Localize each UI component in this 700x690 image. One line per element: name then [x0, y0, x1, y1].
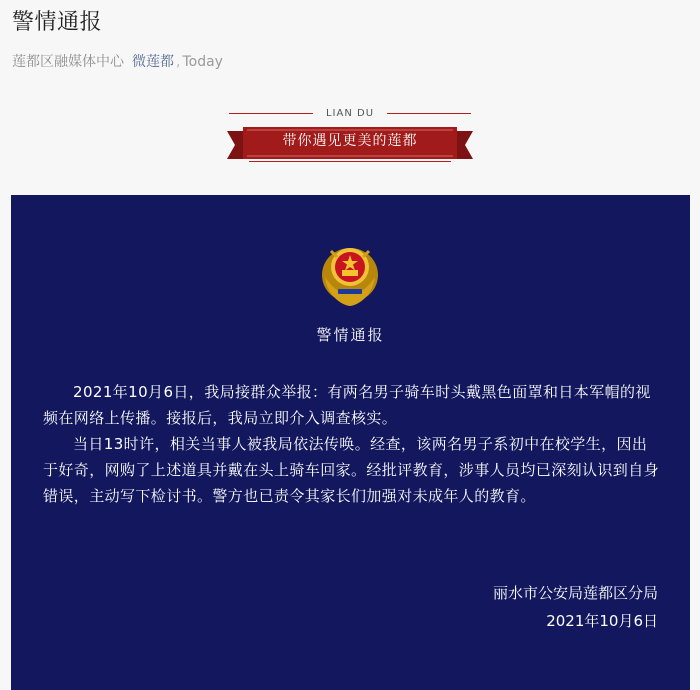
notice-signature — [493, 579, 658, 635]
notice-paragraph-2: 当日13时许，相关当事人被我局依法传唤。经查，该两名男子系初中在校学生，因出于好奇，网购了上述道具并戴在头上骑车回家。经批评教育，涉事人员均已深刻认识到自身错误，主动写下检讨书。警方也已责令其家长们加强对未成年人的教育。 — [43, 435, 660, 505]
article-source: 莲都区融媒体中心 — [12, 54, 124, 70]
banner-slogan: 带你遇见更美的莲都 — [282, 133, 418, 149]
publish-date: Today — [182, 54, 223, 70]
notice-body — [43, 379, 661, 509]
police-emblem-icon — [317, 237, 383, 309]
account-link[interactable]: 微莲都 — [132, 54, 174, 70]
police-notice-card — [11, 195, 690, 690]
signature-organization: 丽水市公安局莲都区分局 — [492, 584, 658, 602]
banner-caption: LIAN DU — [325, 108, 375, 119]
meta-separator: , — [176, 54, 181, 70]
notice-heading: 警情通报 — [316, 326, 385, 344]
article-meta — [12, 52, 223, 72]
notice-paragraph-1: 2021年10月6日，我局接群众举报：有两名男子骑车时头戴黑色面罩和日本军帽的视频在网络上传播。接报后，我局立即介入调查核实。 — [43, 383, 651, 427]
signature-date: 2021年10月6日 — [546, 612, 658, 630]
banner-right-rule — [387, 113, 471, 114]
article-title: 警情通报 — [12, 10, 103, 35]
lian-du-banner — [225, 107, 475, 167]
